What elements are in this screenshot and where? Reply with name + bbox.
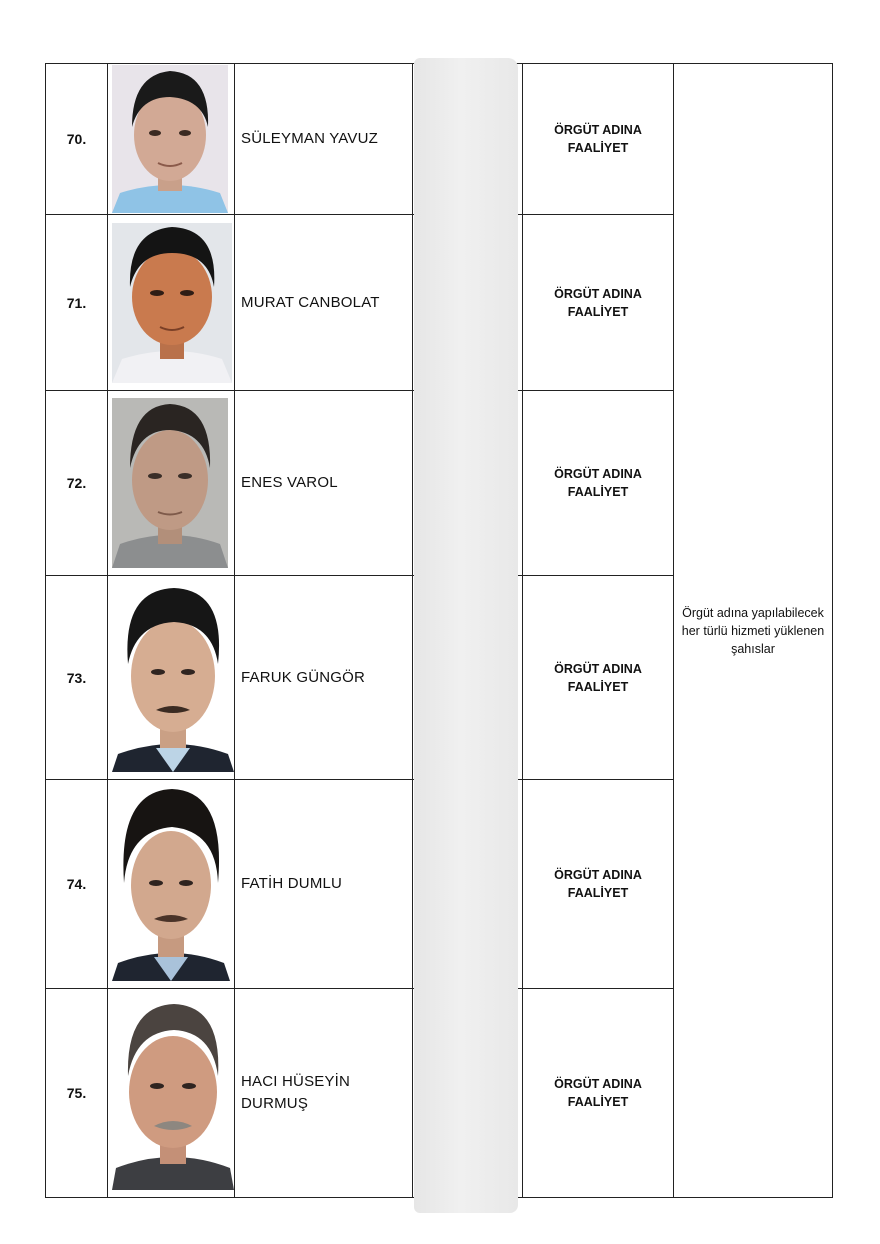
person-name: SÜLEYMAN YAVUZ xyxy=(235,64,413,215)
reason-label: ÖRGÜT ADINA FAALİYET xyxy=(523,215,674,391)
row-number: 75. xyxy=(46,989,108,1198)
row-number: 74. xyxy=(46,780,108,989)
row-number: 72. xyxy=(46,391,108,576)
row-number: 73. xyxy=(46,576,108,780)
photo-cell xyxy=(108,64,235,215)
note-cell: Örgüt adına yapılabilecek her türlü hizmeti yüklenen şahıslar xyxy=(674,64,833,1198)
redaction-overlay xyxy=(414,58,518,1213)
reason-label: ÖRGÜT ADINA FAALİYET xyxy=(523,780,674,989)
photo-cell xyxy=(108,391,235,576)
person-name: HACI HÜSEYİN DURMUŞ xyxy=(235,989,413,1198)
portrait-photo xyxy=(112,65,228,213)
portrait-photo xyxy=(112,787,230,981)
photo-cell xyxy=(108,215,235,391)
reason-label: ÖRGÜT ADINA FAALİYET xyxy=(523,391,674,576)
photo-cell xyxy=(108,780,235,989)
photo-cell xyxy=(108,989,235,1198)
portrait-photo xyxy=(112,996,234,1190)
reason-label: ÖRGÜT ADINA FAALİYET xyxy=(523,576,674,780)
row-number: 70. xyxy=(46,64,108,215)
row-number: 71. xyxy=(46,215,108,391)
person-name: ENES VAROL xyxy=(235,391,413,576)
reason-label: ÖRGÜT ADINA FAALİYET xyxy=(523,989,674,1198)
portrait-photo xyxy=(112,223,232,383)
person-name: MURAT CANBOLAT xyxy=(235,215,413,391)
person-name: FATİH DUMLU xyxy=(235,780,413,989)
portrait-photo xyxy=(112,584,234,772)
person-name: FARUK GÜNGÖR xyxy=(235,576,413,780)
reason-label: ÖRGÜT ADINA FAALİYET xyxy=(523,64,674,215)
photo-cell xyxy=(108,576,235,780)
portrait-photo xyxy=(112,398,228,568)
